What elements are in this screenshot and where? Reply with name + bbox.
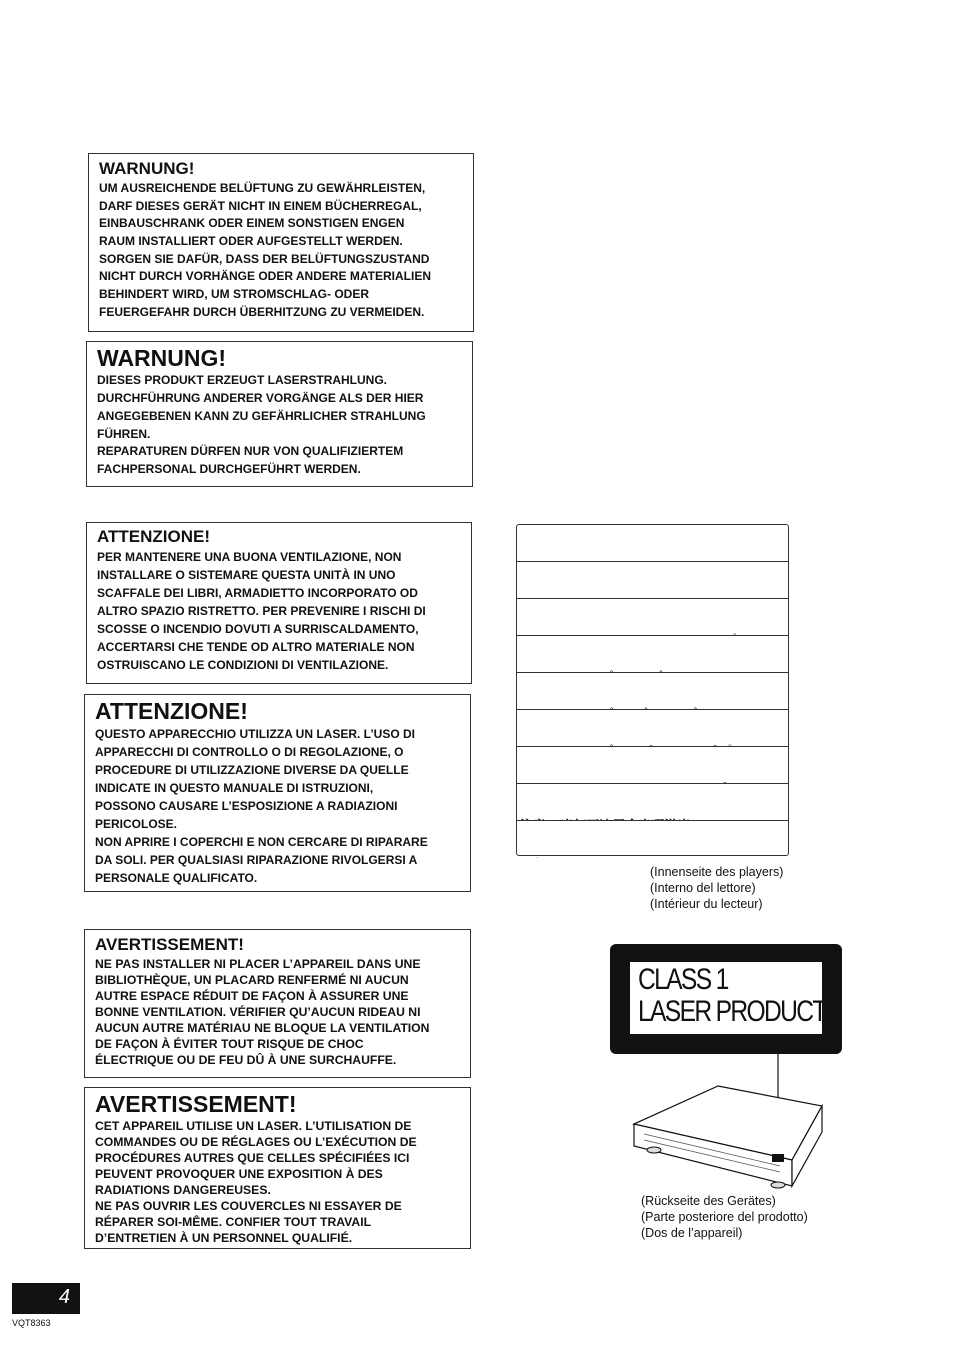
warning-box-it-ventilation — [86, 522, 472, 684]
caution-row-ja — [517, 821, 788, 858]
warning-heading: WARNUNG! — [97, 345, 227, 371]
laser-caution-label — [516, 524, 789, 856]
laser-class-text: CLASS 1 — [638, 963, 728, 996]
device-caption: (Rückseite des Gerätes) (Parte posteriore del prodotto) (Dos de l’appareil) — [641, 1194, 808, 1240]
caution-label-caption: (Innenseite des players) (Interno del lettore) (Intérieur du lecteur) — [650, 865, 784, 911]
class1-laser-label — [610, 944, 842, 1054]
class1-laser-label-inner — [630, 962, 826, 1034]
warning-heading: ATTENZIONE! — [95, 698, 248, 724]
document-code: VQT8363 — [12, 1318, 51, 1328]
page-number: 4 — [12, 1283, 80, 1314]
warning-text: QUESTO APPARECCHIO UTILIZZA UN LASER. L’USO DI APPARECCHI DI CONTROLLO O DI REGOLAZIONE, O PROCEDURE DI UTILIZZAZIONE DIVERSE DA QUELLE INDICATE IN QUESTO MANUALE DI ISTRUZIONI, POSSONO CAUSARE L’ESPOSIZIONE A RADIAZIONI PERICOLOSE. NON APRIRE I COPERCHI E NON CERCARE DI RIPARARE DA SOLI. PER QUALSIASI RIPARAZIONE RIVOLGERSI A PERSONALE QUALIFICATO. — [95, 727, 428, 886]
caution-row-de — [517, 599, 788, 636]
warning-heading: ATTENZIONE! — [97, 527, 211, 546]
caution-row-sv — [517, 710, 788, 747]
warning-text: PER MANTENERE UNA BUONA VENTILAZIONE, NON INSTALLARE O SISTEMARE QUESTA UNITÀ IN UNO SCAFFALE DEI LIBRI, ARMADIETTO INCORPORATO OD ALTRO SPAZIO RISTRETTO. PER PREVENIRE I RISCHI DI SCOSSE O INCENDIO DOVUTI A SURRISCALDAMENTO, ACCERTARSI CHE TENDE OD ALTRO MATERIALE NON OSTRUISCANO LE CONDIZIONI DI VENTILAZIONE. — [97, 549, 426, 672]
device-illustration — [630, 1050, 830, 1190]
warning-box-fr-laser — [84, 1087, 471, 1249]
caution-row-zh — [517, 784, 788, 821]
warning-heading: AVERTISSEMENT! — [95, 1091, 297, 1117]
warning-box-de-laser — [86, 341, 473, 487]
warning-box-fr-ventilation — [84, 929, 471, 1078]
caution-line — [520, 856, 785, 858]
warning-heading: AVERTISSEMENT! — [95, 935, 244, 954]
caution-row-fi — [517, 747, 788, 784]
warning-box-it-laser — [84, 694, 471, 892]
caution-row-fr — [517, 562, 788, 599]
warning-box-de-ventilation — [88, 153, 474, 332]
caution-row-en — [517, 525, 788, 562]
warning-text: CET APPAREIL UTILISE UN LASER. L’UTILISATION DE COMMANDES OU DE RÉGLAGES OU L’EXÉCUTION DE PROCÉDURES AUTRES QUE CELLES SPÉCIFIÉES ICI PEUVENT PROVOQUER UNE EXPOSITION À DES RADIATIONS DANGEREUSES. NE PAS OUVRIR LES COUVERCLES NI ESSAYER DE RÉPARER SOI-MÊME. CONFIER TOUT TRAVAIL D’ENTRETIEN À UN PERSONNEL QUALIFIÉ. — [95, 1119, 417, 1246]
warning-text: DIESES PRODUKT ERZEUGT LASERSTRAHLUNG. DURCHFÜHRUNG ANDERER VORGÄNGE ALS DER HIER ANGEGEBENEN KANN ZU GEFÄHRLICHER STRAHLUNG FÜHREN. REPARATUREN DÜRFEN NUR VON QUALIFIZIERTEM FACHPERSONAL DURCHGEFÜHRT WERDEN. — [97, 373, 426, 477]
warning-text: NE PAS INSTALLER NI PLACER L’APPAREIL DANS UNE BIBLIOTHÈQUE, UN PLACARD RENFERMÉ NI AUCUN AUTRE ESPACE RÉDUIT DE FAÇON À ASSURER UNE BONNE VENTILATION. VÉRIFIER QU’AUCUN RIDEAU NI AUCUN AUTRE MATÉRIAU NE BLOQUE LA VENTILATION DE FAÇON À ÉVITER TOUT RISQUE DE CHOC ÉLECTRIQUE OU DE FEU DÛ À UNE SURCHAUFFE. — [95, 956, 430, 1067]
caution-row-no — [517, 673, 788, 710]
caution-row-da — [517, 636, 788, 673]
warning-text: UM AUSREICHENDE BELÜFTUNG ZU GEWÄHRLEISTEN, DARF DIESES GERÄT NICHT IN EINEM BÜCHERREGAL, EINBAUSCHRANK ODER EINEM SONSTIGEN ENGEN RAUM INSTALLIERT ODER AUFGESTELLT WERDEN. SORGEN SIE DAFÜR, DASS DER BELÜFTUNGSZUSTAND NICHT DURCH VORHÄNGE ODER ANDERE MATERIALIEN BEHINDERT WIRD, UM STROMSCHLAG- ODER FEUERGEFAHR DURCH ÜBERHITZUNG ZU VERMEIDEN. — [99, 180, 432, 319]
laser-product-text: LASER PRODUCT — [638, 995, 826, 1028]
warning-heading: WARNUNG! — [99, 159, 195, 178]
